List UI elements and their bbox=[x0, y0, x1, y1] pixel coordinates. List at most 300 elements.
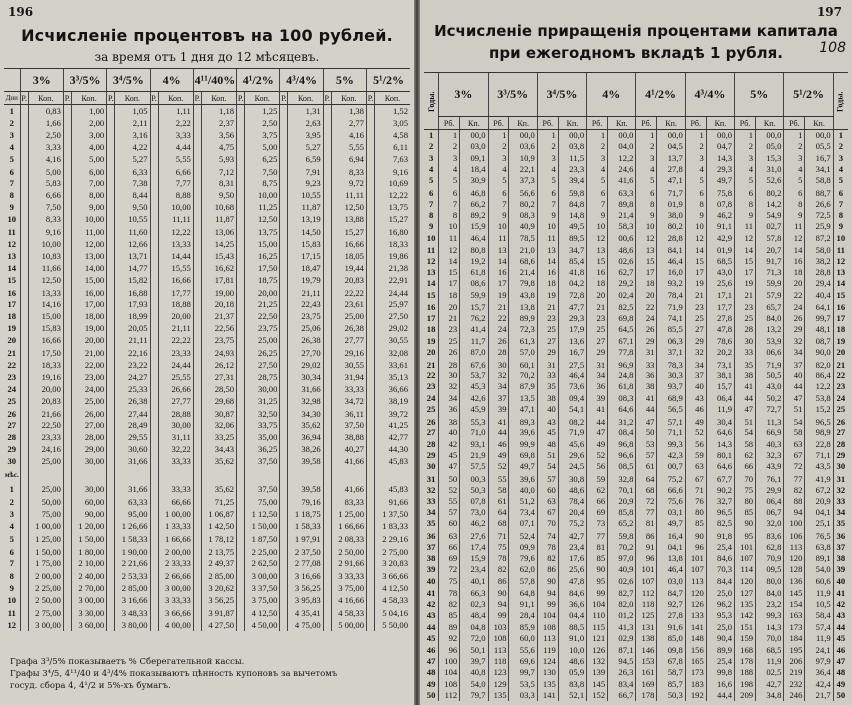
rub-cell: 107 bbox=[636, 575, 657, 586]
value-cell: 2,50 bbox=[28, 129, 63, 141]
rub-cell bbox=[237, 310, 245, 322]
rub-cell bbox=[63, 455, 71, 467]
value-cell: 18,99 bbox=[115, 310, 150, 322]
rub-cell bbox=[280, 165, 288, 177]
unit-rub: Р. bbox=[281, 93, 287, 103]
value-cell: 2 70,00 bbox=[71, 582, 106, 594]
value-cell: 95,00 bbox=[115, 508, 150, 520]
rub-cell bbox=[280, 383, 288, 395]
rub-cell bbox=[193, 594, 201, 606]
kop-cell: 14,2 bbox=[756, 198, 784, 209]
value-cell: 1 00,00 bbox=[158, 508, 193, 520]
value-cell: 11,25 bbox=[245, 201, 280, 213]
kop-cell: 50,3 bbox=[460, 484, 488, 495]
kop-cell: 85,0 bbox=[657, 632, 685, 643]
kop-cell: 06,4 bbox=[706, 392, 734, 403]
rub-cell: 153 bbox=[636, 655, 657, 666]
rub-cell bbox=[150, 455, 158, 467]
rub-cell bbox=[20, 606, 28, 618]
value-cell: 13,00 bbox=[71, 250, 106, 262]
value-cell: 75,00 bbox=[245, 496, 280, 508]
kop-cell: 96,9 bbox=[608, 358, 636, 370]
rub-cell bbox=[150, 310, 158, 322]
value-cell: 30,55 bbox=[331, 358, 366, 370]
rub-cell: 169 bbox=[636, 678, 657, 689]
kop-cell: 39,7 bbox=[460, 655, 488, 666]
kop-cell: 28,8 bbox=[657, 232, 685, 243]
rub-cell bbox=[323, 310, 331, 322]
rub-cell: 113 bbox=[685, 575, 706, 586]
rub-cell bbox=[20, 407, 28, 419]
kop-cell: 37,3 bbox=[509, 175, 537, 186]
value-cell: 18,33 bbox=[28, 358, 63, 370]
kop-cell: 27,5 bbox=[558, 358, 586, 370]
value-cell: 3 75,00 bbox=[245, 594, 280, 606]
rub-cell bbox=[366, 213, 374, 225]
kop-cell: 58,0 bbox=[805, 243, 833, 255]
year-label-right: 5 bbox=[833, 175, 848, 186]
rub-cell: 96 bbox=[439, 643, 460, 655]
spacer-cell bbox=[28, 467, 63, 483]
rub-cell bbox=[323, 520, 331, 532]
rub-cell: 51 bbox=[735, 415, 756, 427]
value-cell: 22,22 bbox=[331, 286, 366, 298]
rub-cell: 63 bbox=[537, 495, 558, 506]
rate-header: 3% bbox=[20, 69, 63, 92]
value-cell: 18,47 bbox=[288, 262, 323, 274]
value-cell: 11,87 bbox=[201, 213, 236, 225]
kop-cell: 78,5 bbox=[509, 232, 537, 243]
rub-cell: 219 bbox=[784, 667, 805, 678]
rub-cell: 188 bbox=[735, 667, 756, 678]
value-cell: 3 00,00 bbox=[71, 594, 106, 606]
rub-cell bbox=[193, 619, 201, 631]
kop-cell: 95,3 bbox=[706, 610, 734, 621]
value-cell: 35,62 bbox=[288, 419, 323, 431]
value-cell: 15,00 bbox=[71, 274, 106, 286]
kop-cell: 23,2 bbox=[756, 598, 784, 609]
value-cell: 21,38 bbox=[375, 262, 410, 274]
kop-cell: 38,0 bbox=[657, 209, 685, 220]
value-cell: 7,12 bbox=[201, 165, 236, 177]
rub-cell bbox=[63, 496, 71, 508]
value-cell: 17,50 bbox=[245, 262, 280, 274]
rub-cell bbox=[63, 395, 71, 407]
row-label: 8 bbox=[9, 570, 14, 581]
kop-cell: 00,7 bbox=[657, 461, 685, 472]
kop-cell: 93,2 bbox=[657, 278, 685, 289]
table-row bbox=[424, 484, 848, 495]
rub-cell: 71 bbox=[488, 529, 509, 541]
rub-cell bbox=[63, 310, 71, 322]
rub-cell: 58 bbox=[735, 438, 756, 449]
kop-cell: 13,2 bbox=[756, 324, 784, 335]
value-cell: 23,75 bbox=[288, 310, 323, 322]
rub-cell: 38 bbox=[439, 415, 460, 427]
rub-cell: 4 bbox=[439, 163, 460, 174]
kop-cell: 04,4 bbox=[558, 610, 586, 621]
kop-cell: 90,4 bbox=[706, 632, 734, 643]
rub-cell bbox=[107, 455, 115, 467]
rub-cell: 20 bbox=[636, 289, 657, 300]
kop-cell: 48,6 bbox=[608, 243, 636, 255]
value-cell: 12,22 bbox=[375, 189, 410, 201]
kop-cell: 56,5 bbox=[657, 403, 685, 414]
table-row bbox=[4, 569, 410, 581]
rate-header: 4³/4% bbox=[685, 73, 734, 117]
rub-cell bbox=[280, 606, 288, 618]
value-cell: 15,43 bbox=[201, 250, 236, 262]
kop-cell: 70,2 bbox=[509, 370, 537, 381]
value-cell: 3 30,00 bbox=[71, 606, 106, 618]
kop-cell: 83,6 bbox=[756, 529, 784, 541]
rub-cell: 41 bbox=[735, 381, 756, 392]
value-cell: 2 25,00 bbox=[245, 545, 280, 557]
spacer-cell bbox=[237, 467, 245, 483]
value-cell: 36,25 bbox=[245, 443, 280, 455]
table-row bbox=[424, 266, 848, 277]
value-cell: 3 00,00 bbox=[245, 569, 280, 581]
value-cell: 20,83 bbox=[28, 395, 63, 407]
value-cell: 1 25,00 bbox=[331, 508, 366, 520]
kop-cell: 99,7 bbox=[509, 667, 537, 678]
value-cell: 18,05 bbox=[331, 250, 366, 262]
rub-cell: 17 bbox=[636, 266, 657, 277]
value-cell: 22,00 bbox=[71, 358, 106, 370]
unit-rub: Рб. bbox=[685, 117, 706, 130]
rub-cell bbox=[237, 141, 245, 153]
table-row bbox=[4, 334, 410, 346]
year-label: 41 bbox=[426, 588, 436, 599]
rub-cell: 77 bbox=[784, 472, 805, 484]
rub-cell bbox=[237, 189, 245, 201]
rub-cell bbox=[323, 225, 331, 237]
value-cell: 28,75 bbox=[245, 371, 280, 383]
kop-cell: 15,2 bbox=[805, 403, 833, 414]
rub-cell: 112 bbox=[636, 586, 657, 598]
kop-cell: 34,8 bbox=[756, 689, 784, 700]
kop-cell: 80,2 bbox=[509, 198, 537, 209]
value-cell: 23,22 bbox=[115, 358, 150, 370]
rub-cell: 30 bbox=[488, 358, 509, 370]
rub-cell: 5 bbox=[636, 175, 657, 186]
rub-cell: 90 bbox=[488, 586, 509, 598]
rub-cell bbox=[150, 334, 158, 346]
year-label-right: 7 bbox=[833, 198, 848, 209]
rub-cell bbox=[237, 383, 245, 395]
kop-cell: 69,8 bbox=[608, 312, 636, 323]
kop-cell: 96,5 bbox=[805, 415, 833, 427]
rub-cell: 101 bbox=[685, 552, 706, 563]
days-label: Дни bbox=[4, 92, 20, 105]
rub-cell bbox=[20, 431, 28, 443]
row-label: 5 bbox=[9, 533, 14, 544]
kop-cell: 49,7 bbox=[657, 518, 685, 529]
rub-cell bbox=[280, 262, 288, 274]
rub-cell bbox=[366, 141, 374, 153]
value-cell: 35,00 bbox=[245, 431, 280, 443]
rub-cell: 198 bbox=[735, 678, 756, 689]
rub-cell bbox=[193, 358, 201, 370]
kop-cell: 11,9 bbox=[756, 655, 784, 666]
value-cell: 3 56,25 bbox=[288, 582, 323, 594]
rub-cell bbox=[150, 443, 158, 455]
kop-cell: 03,8 bbox=[558, 141, 586, 152]
rub-cell bbox=[366, 569, 374, 581]
kop-cell: 38,2 bbox=[805, 255, 833, 266]
value-cell: 2,11 bbox=[115, 117, 150, 129]
rub-cell bbox=[323, 105, 331, 117]
kop-cell: 27,6 bbox=[460, 529, 488, 541]
kop-cell: 87,2 bbox=[805, 232, 833, 243]
rub-cell: 82 bbox=[784, 484, 805, 495]
kop-cell: 70,2 bbox=[608, 541, 636, 552]
rub-cell: 71 bbox=[685, 484, 706, 495]
rub-cell bbox=[323, 322, 331, 334]
rub-cell: 104 bbox=[537, 610, 558, 621]
page-number: 196 bbox=[8, 5, 34, 19]
kop-cell: 01,9 bbox=[706, 243, 734, 255]
row-label: 10 bbox=[7, 595, 17, 606]
kop-cell: 24,1 bbox=[805, 643, 833, 655]
rub-cell bbox=[107, 569, 115, 581]
rub-cell bbox=[366, 334, 374, 346]
value-cell: 30,00 bbox=[158, 419, 193, 431]
rub-cell: 3 bbox=[784, 152, 805, 163]
rub-cell bbox=[323, 371, 331, 383]
rub-cell bbox=[63, 189, 71, 201]
kop-cell: 77,8 bbox=[608, 346, 636, 357]
rub-cell bbox=[20, 455, 28, 467]
rub-cell bbox=[280, 298, 288, 310]
rub-cell bbox=[63, 483, 71, 495]
rub-cell: 19 bbox=[488, 289, 509, 300]
rub-cell: 120 bbox=[685, 586, 706, 598]
rub-cell: 22 bbox=[488, 312, 509, 323]
value-cell: 33,33 bbox=[331, 383, 366, 395]
rub-cell: 52 bbox=[439, 484, 460, 495]
table-row bbox=[424, 175, 848, 186]
row-label: 4 bbox=[9, 521, 14, 532]
table-row bbox=[424, 186, 848, 198]
value-cell: 8,31 bbox=[201, 177, 236, 189]
rub-cell bbox=[107, 496, 115, 508]
kop-cell: 42,3 bbox=[657, 449, 685, 460]
kop-cell: 03,6 bbox=[509, 141, 537, 152]
kop-cell: 82,0 bbox=[608, 598, 636, 609]
kop-cell: 20,9 bbox=[805, 495, 833, 506]
kop-cell: 99,7 bbox=[805, 312, 833, 323]
rub-cell: 21 bbox=[488, 300, 509, 312]
rub-cell: 34 bbox=[439, 392, 460, 403]
rub-cell: 25 bbox=[537, 324, 558, 335]
value-cell: 4,16 bbox=[331, 129, 366, 141]
rub-cell bbox=[280, 129, 288, 141]
kop-cell: 64,8 bbox=[509, 586, 537, 598]
rub-cell: 90 bbox=[587, 564, 608, 575]
value-cell: 26,25 bbox=[245, 346, 280, 358]
value-cell: 8,33 bbox=[331, 165, 366, 177]
value-cell: 36,94 bbox=[288, 431, 323, 443]
rub-cell: 20 bbox=[784, 278, 805, 289]
footnotes bbox=[10, 656, 337, 692]
rub-cell bbox=[20, 533, 28, 545]
value-cell: 21,00 bbox=[71, 346, 106, 358]
rub-cell bbox=[323, 286, 331, 298]
rub-cell: 28 bbox=[488, 346, 509, 357]
rub-cell bbox=[280, 395, 288, 407]
year-label-right: 4 bbox=[833, 163, 848, 174]
rub-cell: 85 bbox=[735, 507, 756, 518]
years-label-text: Годы. bbox=[835, 90, 845, 112]
year-label: 47 bbox=[426, 656, 436, 667]
table-row bbox=[4, 371, 410, 383]
unit-kop: Кп. bbox=[608, 117, 636, 130]
table-row bbox=[4, 483, 410, 495]
table-row bbox=[4, 545, 410, 557]
value-cell: 2 50,00 bbox=[331, 545, 366, 557]
kop-cell: 11,9 bbox=[805, 586, 833, 598]
table-row bbox=[424, 564, 848, 575]
kop-cell: 00,0 bbox=[460, 130, 488, 141]
kop-cell: 13,6 bbox=[558, 335, 586, 346]
rub-cell bbox=[237, 334, 245, 346]
kop-cell: 12,2 bbox=[805, 381, 833, 392]
rub-cell: 246 bbox=[784, 689, 805, 700]
rub-cell: 110 bbox=[587, 610, 608, 621]
year-label: 33 bbox=[426, 495, 436, 506]
unit-kop: Кп. bbox=[460, 117, 488, 130]
value-cell: 32,22 bbox=[158, 443, 193, 455]
value-cell: 2 37,50 bbox=[288, 545, 323, 557]
kop-cell: 79,7 bbox=[460, 689, 488, 700]
rub-cell bbox=[150, 117, 158, 129]
rub-cell bbox=[107, 619, 115, 631]
rub-cell: 55 bbox=[439, 495, 460, 506]
rub-cell bbox=[63, 165, 71, 177]
rub-cell bbox=[193, 274, 201, 286]
rub-cell bbox=[107, 165, 115, 177]
table-row bbox=[424, 152, 848, 163]
value-cell: 2 10,00 bbox=[71, 557, 106, 569]
table-row bbox=[424, 198, 848, 209]
rub-cell: 34 bbox=[784, 346, 805, 357]
value-cell: 31,25 bbox=[245, 395, 280, 407]
rub-cell: 113 bbox=[537, 632, 558, 643]
table-row bbox=[424, 610, 848, 621]
rub-cell: 85 bbox=[685, 518, 706, 529]
year-label-right: 20 bbox=[833, 346, 848, 357]
rub-cell bbox=[193, 520, 201, 532]
kop-cell: 18,4 bbox=[460, 163, 488, 174]
year-label: 31 bbox=[426, 473, 436, 484]
rub-cell bbox=[280, 431, 288, 443]
rub-cell: 31 bbox=[587, 358, 608, 370]
row-label: 11 bbox=[7, 227, 16, 238]
rub-cell: 1 bbox=[439, 130, 460, 141]
rub-cell bbox=[280, 274, 288, 286]
rub-cell bbox=[20, 545, 28, 557]
rub-cell bbox=[107, 129, 115, 141]
value-cell: 3,16 bbox=[115, 129, 150, 141]
value-cell: 5,00 bbox=[28, 165, 63, 177]
year-label: 38 bbox=[426, 553, 436, 564]
kop-cell: 29,4 bbox=[805, 278, 833, 289]
rub-cell: 135 bbox=[537, 678, 558, 689]
value-cell: 5,83 bbox=[28, 177, 63, 189]
table-row bbox=[424, 529, 848, 541]
rub-cell: 52 bbox=[488, 461, 509, 472]
kop-cell: 96,6 bbox=[608, 449, 636, 460]
value-cell: 4,44 bbox=[158, 141, 193, 153]
kop-cell: 04,5 bbox=[657, 141, 685, 152]
spacer-cell bbox=[63, 467, 71, 483]
rub-cell bbox=[150, 129, 158, 141]
rub-cell: 36 bbox=[587, 381, 608, 392]
table-row bbox=[4, 496, 410, 508]
rub-cell bbox=[366, 407, 374, 419]
rub-cell: 5 bbox=[537, 175, 558, 186]
table-row bbox=[4, 407, 410, 419]
rub-cell bbox=[366, 582, 374, 594]
rub-cell bbox=[107, 358, 115, 370]
value-cell: 40,27 bbox=[331, 443, 366, 455]
value-cell: 32,06 bbox=[201, 419, 236, 431]
kop-cell: 04,8 bbox=[460, 621, 488, 632]
kop-cell: 21,9 bbox=[460, 449, 488, 460]
rub-cell: 4 bbox=[587, 163, 608, 174]
rub-cell: 4 bbox=[488, 163, 509, 174]
rub-cell: 2 bbox=[537, 141, 558, 152]
table-row bbox=[424, 243, 848, 255]
kop-cell: 15,3 bbox=[756, 152, 784, 163]
rub-cell bbox=[280, 153, 288, 165]
value-cell: 1,66 bbox=[28, 117, 63, 129]
kop-cell: 48,6 bbox=[558, 484, 586, 495]
value-cell: 11,66 bbox=[28, 262, 63, 274]
rub-cell bbox=[193, 250, 201, 262]
year-label-right: 47 bbox=[833, 655, 848, 666]
row-label: 13 bbox=[7, 250, 17, 261]
rub-cell: 107 bbox=[685, 564, 706, 575]
kop-cell: 84,0 bbox=[756, 312, 784, 323]
kop-cell: 82,5 bbox=[608, 300, 636, 312]
rub-cell: 63 bbox=[784, 438, 805, 449]
year-label-right: 29 bbox=[833, 449, 848, 460]
row-label: 6 bbox=[9, 167, 14, 178]
table-row bbox=[4, 619, 410, 631]
rub-cell bbox=[237, 582, 245, 594]
rub-cell bbox=[150, 520, 158, 532]
rub-cell: 108 bbox=[439, 678, 460, 689]
table-row bbox=[424, 209, 848, 220]
rub-cell: 101 bbox=[636, 564, 657, 575]
rub-cell: 62 bbox=[735, 449, 756, 460]
rub-cell bbox=[366, 533, 374, 545]
kop-cell: 24,5 bbox=[558, 461, 586, 472]
year-label-right: 12 bbox=[833, 255, 848, 266]
value-cell: 11,11 bbox=[158, 213, 193, 225]
rub-cell: 24 bbox=[784, 300, 805, 312]
rub-cell: 75 bbox=[439, 575, 460, 586]
rub-cell: 82 bbox=[488, 564, 509, 575]
row-label: 27 bbox=[7, 419, 17, 430]
rub-cell: 8 bbox=[636, 198, 657, 209]
rub-cell: 15 bbox=[587, 255, 608, 266]
rub-cell: 64 bbox=[636, 472, 657, 484]
rub-cell bbox=[107, 189, 115, 201]
rub-cell bbox=[20, 225, 28, 237]
